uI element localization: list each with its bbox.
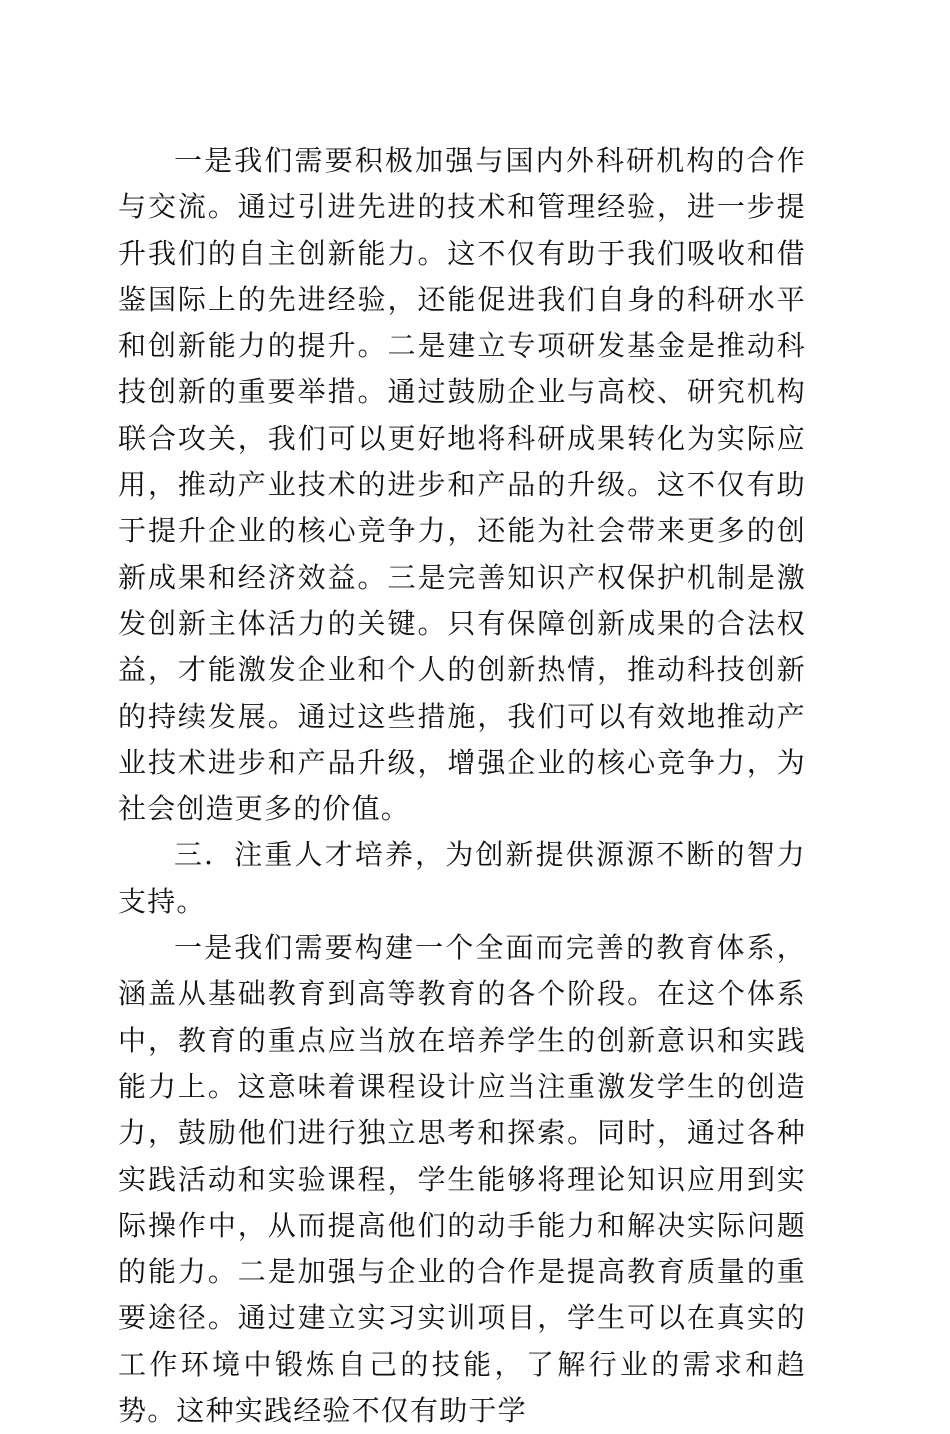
document-body [118,138,806,1434]
paragraph-cooperation-innovation: 一是我们需要积极加强与国内外科研机构的合作与交流。通过引进先进的技术和管理经验，进一步提升我们的自主创新能力。这不仅有助于我们吸收和借鉴国际上的先进经验，还能促进我们自身的科研水平和创新能力的提升。二是建立专项研发基金是推动科技创新的重要举措。通过鼓励企业与高校、研究机构联合攻关，我们可以更好地将科研成果转化为实际应用，推动产业技术的进步和产品的升级。这不仅有助于提升企业的核心竞争力，还能为社会带来更多的创新成果和经济效益。三是完善知识产权保护机制是激发创新主体活力的关键。只有保障创新成果的合法权益，才能激发企业和个人的创新热情，推动科技创新的持续发展。通过这些措施，我们可以有效地推动产业技术进步和产品升级，增强企业的核心竞争力，为社会创造更多的价值。 [118,144,806,826]
paragraph-education-system: 一是我们需要构建一个全面而完善的教育体系，涵盖从基础教育到高等教育的各个阶段。在这个体系中，教育的重点应当放在培养学生的创新意识和实践能力上。这意味着课程设计应当注重激发学生的创造力，鼓励他们进行独立思考和探索。同时，通过各种实践活动和实验课程，学生能够将理论知识应用到实际操作中，从而提高他们的动手能力和解决实际问题的能力。二是加强与企业的合作是提高教育质量的重要途径。通过建立实习实训项目，学生可以在真实的工作环境中锻炼自己的技能，了解行业的需求和趋势。这种实践经验不仅有助于学 [118,931,806,1428]
section-heading-talent-cultivation: 三．注重人才培养，为创新提供源源不断的智力支持。 [118,838,806,918]
